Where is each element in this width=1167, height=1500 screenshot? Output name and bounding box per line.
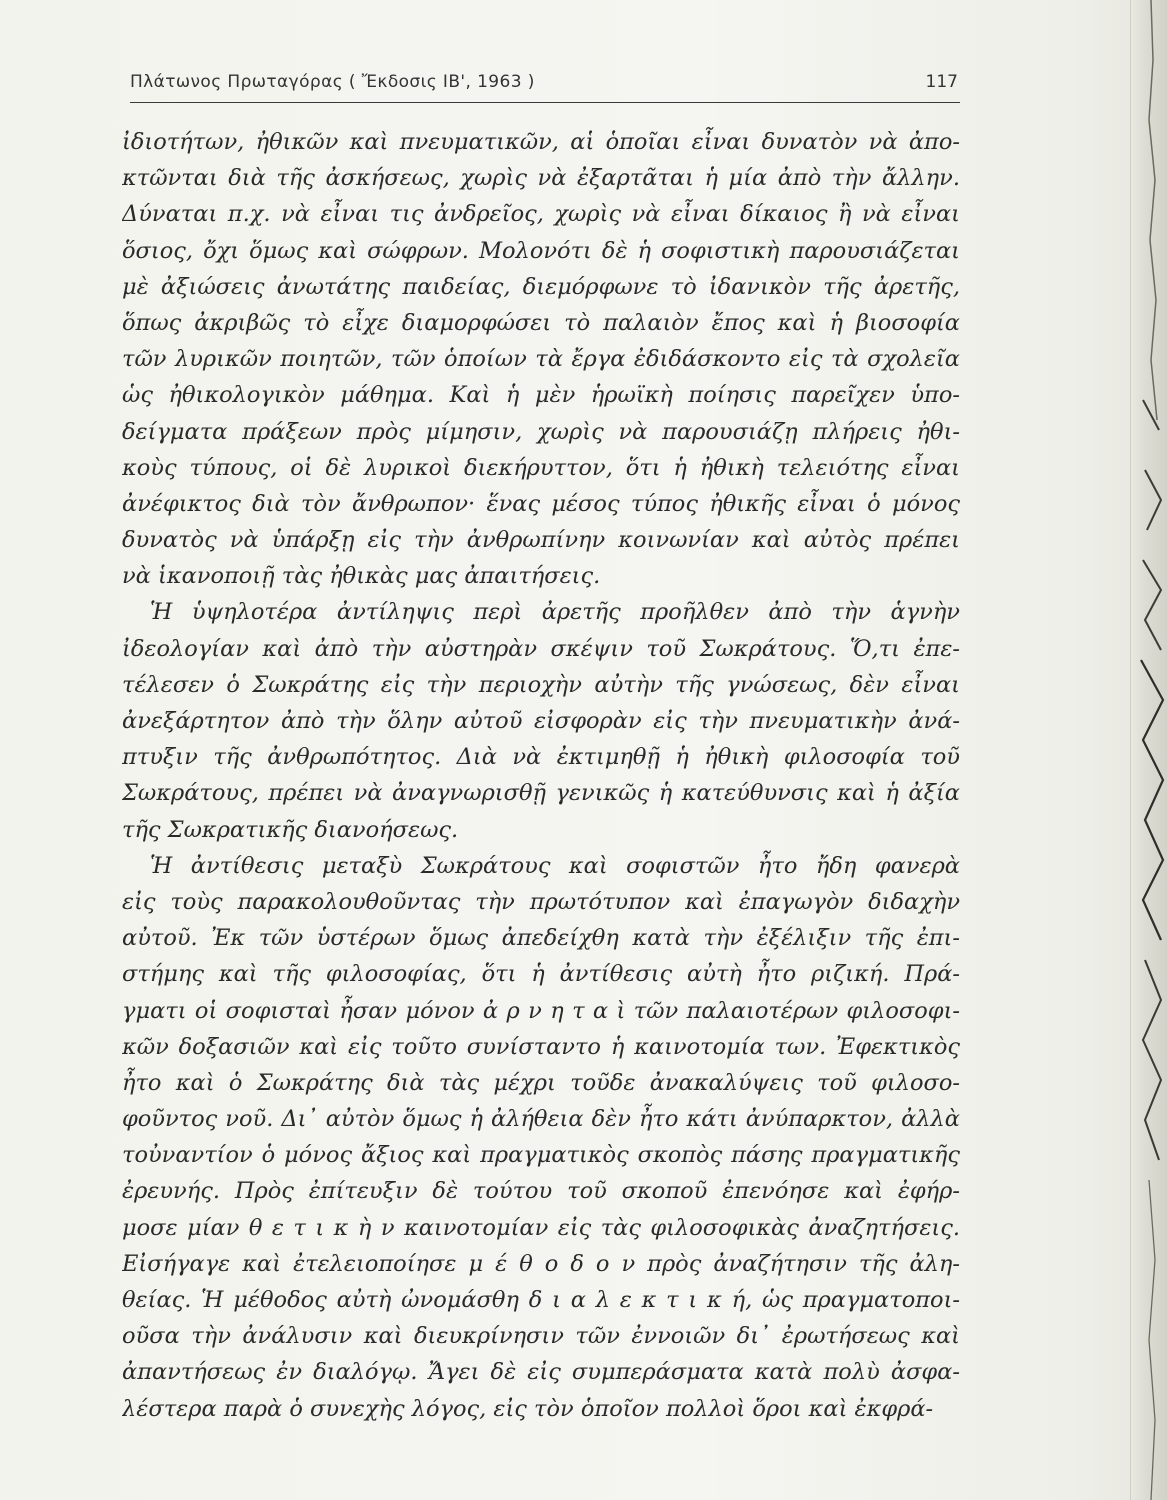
text-line: πτυξιν τῆς ἀνθρωπότητος. Διὰ νὰ ἐκτιμηθῇ ἡ ἠθικὴ φιλοσοφία τοῦ	[122, 744, 960, 771]
text-line: στήμης καὶ τῆς φιλοσοφίας, ὅτι ἡ ἀντίθεσις αὐτὴ ἦτο ριζική. Πρά-	[122, 961, 960, 988]
text-line: φοῦντος νοῦ. Δι᾽ αὐτὸν ὅμως ἡ ἀλήθεια δὲν ἦτο κάτι ἀνύπαρκτον, ἀλλὰ	[122, 1106, 960, 1133]
header-title: Πλάτωνος Πρωταγόρας ( Ἔκδοσις ΙΒ', 1963 )	[130, 72, 535, 92]
text-line: δείγματα πράξεων πρὸς μίμησιν, χωρὶς νὰ παρουσιάζῃ πλήρεις ἠθι-	[122, 418, 960, 445]
text-line: κῶν δοξασιῶν καὶ εἰς τοῦτο συνίσταντο ἡ καινοτομία των. Ἐφεκτικὸς	[122, 1033, 960, 1060]
text-line: ἐρευνής. Πρὸς ἐπίτευξιν δὲ τούτου τοῦ σκοποῦ ἐπενόησε καὶ ἐφήρ-	[122, 1178, 960, 1205]
text-line: γματι οἱ σοφισταὶ ἦσαν μόνον ἀ ρ ν η τ α ὶ τῶν παλαιοτέρων φιλοσοφι-	[122, 997, 960, 1024]
text-line: ὅπως ἀκριβῶς τὸ εἶχε διαμορφώσει τὸ παλαιὸν ἔπος καὶ ἡ βιοσοφία	[122, 309, 960, 336]
text-line: μοσε μίαν θ ε τ ι κ ὴ ν καινοτομίαν εἰς τὰς φιλοσοφικὰς ἀναζητήσεις.	[122, 1214, 960, 1241]
text-line: τῶν λυρικῶν ποιητῶν, τῶν ὁποίων τὰ ἔργα ἐδιδάσκοντο εἰς τὰ σχολεῖα	[122, 346, 960, 373]
text-line: αὐτοῦ. Ἐκ τῶν ὑστέρων ὅμως ἀπεδείχθη κατὰ τὴν ἐξέλιξιν τῆς ἐπι-	[122, 925, 960, 952]
text-line: Δύναται π.χ. νὰ εἶναι τις ἀνδρεῖος, χωρὶς νὰ εἶναι δίκαιος ἢ νὰ εἶναι	[122, 201, 960, 228]
text-line: ἦτο καὶ ὁ Σωκράτης διὰ τὰς μέχρι τοῦδε ἀνακαλύψεις τοῦ φιλοσο-	[122, 1069, 960, 1096]
text-line: ὅσιος, ὄχι ὅμως καὶ σώφρων. Μολονότι δὲ ἡ σοφιστικὴ παρουσιάζεται	[122, 237, 960, 264]
text-line: δυνατὸς νὰ ὑπάρξῃ εἰς τὴν ἀνθρωπίνην κοινωνίαν καὶ αὐτὸς πρέπει	[122, 527, 960, 554]
text-line: θείας. Ἡ μέθοδος αὐτὴ ὠνομάσθη δ ι α λ ε κ τ ι κ ή, ὡς πραγματοποι-	[122, 1287, 960, 1313]
text-line: ἀπαντήσεως ἐν διαλόγῳ. Ἄγει δὲ εἰς συμπεράσματα κατὰ πολὺ ἀσφα-	[122, 1359, 960, 1386]
text-line: μὲ ἀξιώσεις ἀνωτάτης παιδείας, διεμόρφωνε τὸ ἰδανικὸν τῆς ἀρετῆς,	[122, 273, 960, 300]
text-line: ἰδεολογίαν καὶ ἀπὸ τὴν αὐστηρὰν σκέψιν τοῦ Σωκράτους. Ὅ,τι ἐπε-	[122, 635, 960, 662]
handwriting-marks-decoration	[1131, 0, 1167, 1500]
text-line: τῆς Σωκρατικῆς διανοήσεως.	[122, 816, 459, 843]
text-line: Εἰσήγαγε καὶ ἐτελειοποίησε μ έ θ ο δ ο ν πρὸς ἀναζήτησιν τῆς ἀλη-	[122, 1250, 960, 1277]
text-line: Σωκράτους, πρέπει νὰ ἀναγνωρισθῇ γενικῶς ἡ κατεύθυνσις καὶ ἡ ἀξία	[122, 780, 960, 807]
text-line: κοὺς τύπους, οἱ δὲ λυρικοὶ διεκήρυττον, ὅτι ἡ ἠθικὴ τελειότης εἶναι	[122, 454, 960, 481]
text-line: ἀνεξάρτητον ἀπὸ τὴν ὅλην αὐτοῦ εἰσφορὰν εἰς τὴν πνευματικὴν ἀνά-	[122, 708, 960, 734]
text-line: ὡς ἠθικολογικὸν μάθημα. Καὶ ἡ μὲν ἡρωϊκὴ ποίησις παρεῖχεν ὑπο-	[122, 382, 960, 409]
text-line: ἀνέφικτος διὰ τὸν ἄνθρωπον· ἕνας μέσος τύπος ἠθικῆς εἶναι ὁ μόνος	[122, 490, 960, 517]
text-line: λέστερα παρὰ ὁ συνεχὴς λόγος, εἰς τὸν ὁποῖον πολλοὶ ὅροι καὶ ἐκφρά-	[122, 1395, 934, 1422]
page-number: 117	[925, 72, 958, 92]
binding-edge-strip	[1130, 0, 1167, 1500]
text-line: ἰδιοτήτων, ἠθικῶν καὶ πνευματικῶν, αἱ ὁποῖαι εἶναι δυνατὸν νὰ ἀπο-	[122, 129, 960, 155]
text-line: τέλεσεν ὁ Σωκράτης εἰς τὴν περιοχὴν αὐτὴν τῆς γνώσεως, δὲν εἶναι	[122, 671, 960, 698]
text-line: οῦσα τὴν ἀνάλυσιν καὶ διευκρίνησιν τῶν ἐννοιῶν δι᾽ ἐρωτήσεως καὶ	[122, 1323, 960, 1350]
text-line: κτῶνται διὰ τῆς ἀσκήσεως, χωρὶς νὰ ἐξαρτᾶται ἡ μία ἀπὸ τὴν ἄλλην.	[122, 165, 960, 192]
text-line: τοὐναντίον ὁ μόνος ἄξιος καὶ πραγματικὸς σκοπὸς πάσης πραγματικῆς	[122, 1142, 960, 1169]
running-header	[130, 70, 960, 103]
text-line: Ἡ ἀντίθεσις μεταξὺ Σωκράτους καὶ σοφιστῶν ἦτο ἤδη φανερὰ	[150, 852, 960, 879]
text-line: νὰ ἱκανοποιῇ τὰς ἠθικὰς μας ἀπαιτήσεις.	[122, 563, 601, 590]
text-line: εἰς τοὺς παρακολουθοῦντας τὴν πρωτότυπον καὶ ἐπαγωγὸν διδαχὴν	[122, 888, 960, 915]
text-line: Ἡ ὑψηλοτέρα ἀντίληψις περὶ ἀρετῆς προῆλθεν ἀπὸ τὴν ἁγνὴν	[150, 599, 960, 626]
body-text	[122, 124, 960, 1427]
